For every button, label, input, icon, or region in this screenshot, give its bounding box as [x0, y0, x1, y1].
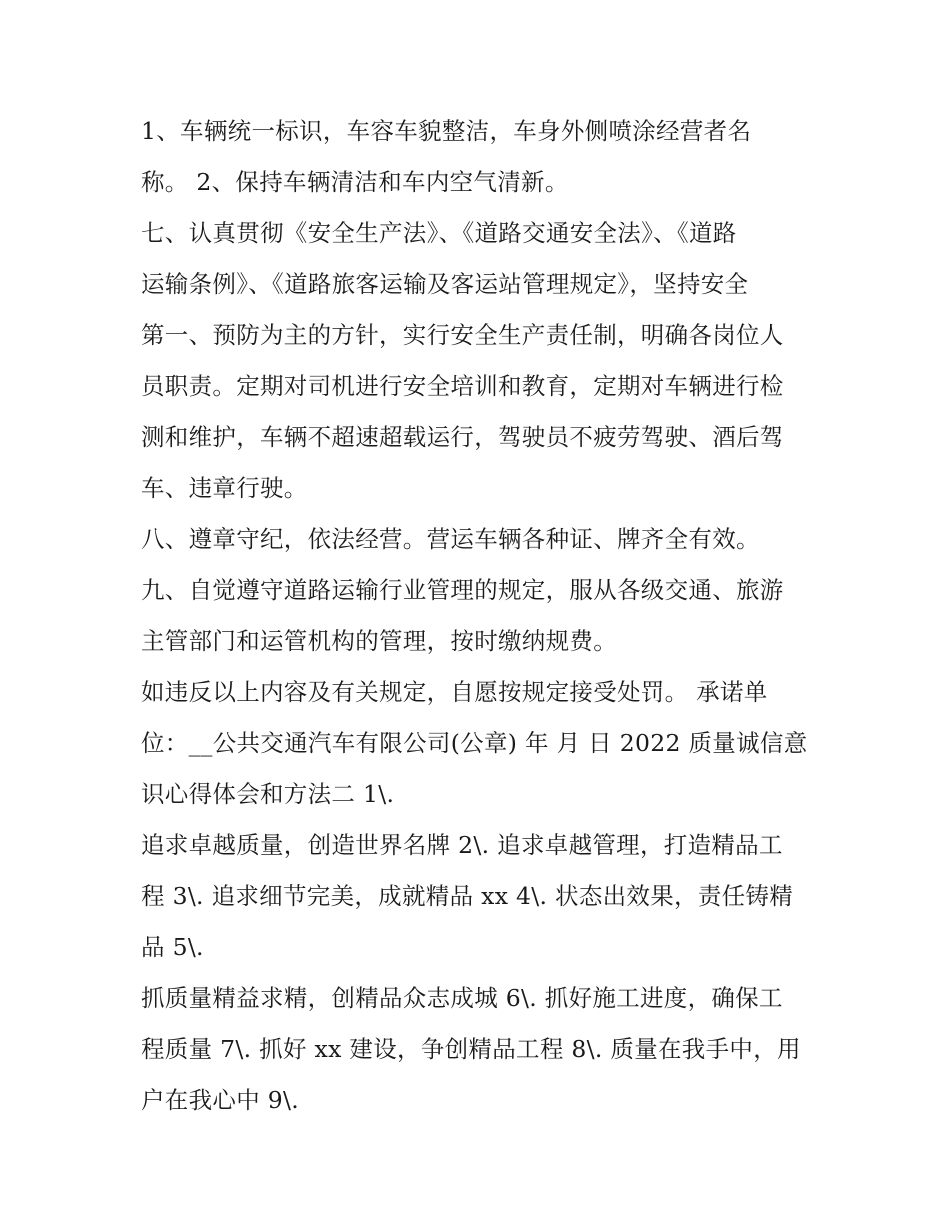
text-line: 追求卓越质量，创造世界名牌 2\. 追求卓越管理，打造精品工 — [141, 831, 783, 859]
text-line: 程质量 7\. 抓好 xx 建设，争创精品工程 8\. 质量在我手中，用 — [141, 1035, 801, 1063]
text-line: 识心得体会和方法二 1\. — [141, 780, 395, 808]
text-line: 运输条例》、《道路旅客运输及客运站管理规定》，坚持安全 — [141, 270, 749, 298]
text-line: 第一、预防为主的方针，实行安全生产责任制，明确各岗位人 — [141, 321, 784, 349]
document-body — [141, 106, 821, 1126]
text-line: 八、遵章守纪，依法经营。营运车辆各种证、牌齐全有效。 — [141, 525, 760, 553]
text-line: 程 3\. 追求细节完美，成就精品 xx 4\. 状态出效果，责任铸精 — [141, 882, 794, 910]
text-line: 车、违章行驶。 — [141, 474, 308, 502]
text-line: 位：__公共交通汽车有限公司(公章) 年 月 日 2022 质量诚信意 — [141, 729, 808, 757]
text-line: 1、车辆统一标识，车容车貌整洁，车身外侧喷涂经营者名 — [141, 117, 752, 145]
text-line: 九、自觉遵守道路运输行业管理的规定，服从各级交通、旅游 — [141, 576, 784, 604]
text-line: 员职责。定期对司机进行安全培训和教育，定期对车辆进行检 — [141, 372, 784, 400]
text-line: 称。 2、保持车辆清洁和车内空气清新。 — [141, 168, 569, 196]
text-line: 抓质量精益求精，创精品众志成城 6\. 抓好施工进度，确保工 — [141, 984, 783, 1012]
text-line: 如违反以上内容及有关规定，自愿按规定接受处罚。 承诺单 — [141, 678, 768, 706]
text-line: 主管部门和运管机构的管理，按时缴纳规费。 — [141, 627, 617, 655]
text-line: 品 5\. — [141, 933, 204, 961]
text-line: 测和维护，车辆不超速超载运行，驾驶员不疲劳驾驶、酒后驾 — [141, 423, 784, 451]
text-line: 七、认真贯彻《安全生产法》、《道路交通安全法》、《道路 — [141, 219, 737, 247]
text-line: 户在我心中 9\. — [141, 1086, 300, 1114]
